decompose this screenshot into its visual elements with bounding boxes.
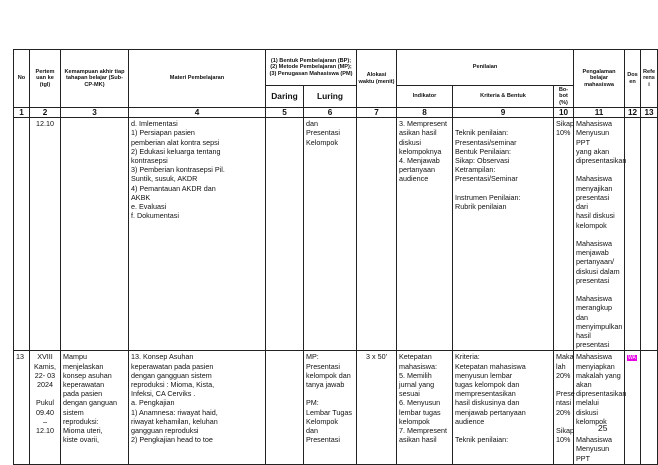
row-kemampuan: Mampu menjelaskan konsep asuhan keperawatan pada pasien dengan ganguan sistem reproduksi: Mioma uteri, kiste ovarii, (61, 351, 129, 464)
row-daring (266, 351, 304, 464)
col-number: 2 (30, 108, 61, 118)
row-pengalaman: Mahasiswa menyiapkan makalah yang akan dipresentasikan melalui diskusi kelompok Mahasiswa Menyusun PPT (574, 351, 625, 464)
row-kemampuan (61, 118, 129, 351)
row-materi: 13. Konsep Asuhan keperawatan pada pasien dengan gangguan sistem reproduksi : Mioma, Kista, Infeksi, CA Cerviks . a. Pengkajian 1) Anamnesa: riwayat haid, riwayat kehamilan, keluhan gangguan reproduksi 2) Pengkajian head to toe (129, 351, 266, 464)
row-kriteria: Teknik penilaian: Presentasi/seminar Bentuk Penilaian: Sikap: Observasi Ketrampilan: Presentasi/Seminar Instrumen Penilaian: Rubrik penilaian (453, 118, 554, 351)
table-row (14, 118, 658, 351)
row-luring: MP: Presentasi kelompok dan tanya jawab PM: Lembar Tugas Kelompok dan Presentasi (304, 351, 357, 464)
header-kriteria: Kriteria & Bentuk (453, 86, 554, 108)
col-number: 12 (625, 108, 641, 118)
header-penilaian: Penilaian (397, 50, 574, 86)
row-bobot: Maka lah 20% Prese ntasi 20% Sikap 10% (554, 351, 574, 464)
col-number: 8 (397, 108, 453, 118)
row-kriteria: Kriteria: Ketepatan mahasiswa menyusun lembar tugas kelompok dan mempresentasikan hasil diskusinya dan menjawab pertanyaan audience Teknik penilaian: (453, 351, 554, 464)
row-materi: d. Imlementasi 1) Persiapan pasien pemberian alat kontra sepsi 2) Edukasi keluarga tentang kontrasepsi 3) Pemberian kontrasepsi Pil. Suntik, susuk, AKDR 4) Pemantauan AKDR dan AKBK e. Evaluasi f. Dokumentasi (129, 118, 266, 351)
col-number: 3 (61, 108, 129, 118)
page-number: 25 (598, 423, 608, 433)
col-number: 5 (266, 108, 304, 118)
header-alokasi: Alokasi waktu (menit) (357, 50, 397, 108)
col-number: 11 (574, 108, 625, 118)
col-number: 7 (357, 108, 397, 118)
col-number: 1 (14, 108, 30, 118)
row-alokasi (357, 118, 397, 351)
row-bobot: Sikap 10% (554, 118, 574, 351)
header-dosen: Dos en (625, 50, 641, 108)
row-no (14, 118, 30, 351)
row-pertemuan: XVIII Kamis, 22- 03 2024 Pukul 09.40 – 12.10 (30, 351, 61, 464)
header-bentuk: (1) Bentuk Pembelajaran (BP); (2) Metode Pembelajaran (MP); (3) Penugasan Mahasiswa (PM) (266, 50, 357, 86)
header-referensi: Refe rens i (641, 50, 658, 108)
table-row (14, 351, 658, 464)
col-number: 10 (554, 108, 574, 118)
header-pengalaman: Pengalaman belajar mahasiswa (574, 50, 625, 108)
row-daring (266, 118, 304, 351)
dosen-initials-highlight: WA (628, 355, 636, 362)
row-indikator: 3. Mempresent asikan hasil diskusi kelompoknya 4. Menjawab pertanyaan audience (397, 118, 453, 351)
row-referensi (641, 118, 658, 351)
row-alokasi: 3 x 50' (357, 351, 397, 464)
col-number: 9 (453, 108, 554, 118)
header-daring: Daring (266, 86, 304, 108)
row-referensi (641, 351, 658, 464)
row-pengalaman: Mahasiswa Menyusun PPT yang akan dipresentasikan Mahasiswa menyajikan presentasi dari hasil diskusi kelompok Mahasiswa menjawab pertanyaan/ diskusi dalam presentasi Mahasiswa merangkup dan menyimpulkan hasil presentasi (574, 118, 625, 351)
row-indikator: Ketepatan mahasiswa: 5. Memilih jurnal yang sesuai 6. Menyusun lembar tugas kelompok 7. Mempresent asikan hasil (397, 351, 453, 464)
rps-table (13, 49, 658, 465)
row-dosen (625, 118, 641, 351)
row-luring: dan Presentasi Kelompok (304, 118, 357, 351)
header-kemampuan: Kemampuan akhir tiap tahapan belajar (Sub-CP-MK) (61, 50, 129, 108)
column-number-row (14, 108, 658, 118)
row-dosen (625, 351, 641, 464)
row-no: 13 (14, 351, 30, 464)
col-number: 13 (641, 108, 658, 118)
header-materi: Materi Pembelajaran (129, 50, 266, 108)
header-pertemuan: Pertem uan ke (tgl) (30, 50, 61, 108)
col-number: 4 (129, 108, 266, 118)
col-number: 6 (304, 108, 357, 118)
header-bobot: Bo- bot (%) (554, 86, 574, 108)
header-luring: Luring (304, 86, 357, 108)
header-no: No (14, 50, 30, 108)
row-pertemuan: 12.10 (30, 118, 61, 351)
header-indikator: Indikator (397, 86, 453, 108)
